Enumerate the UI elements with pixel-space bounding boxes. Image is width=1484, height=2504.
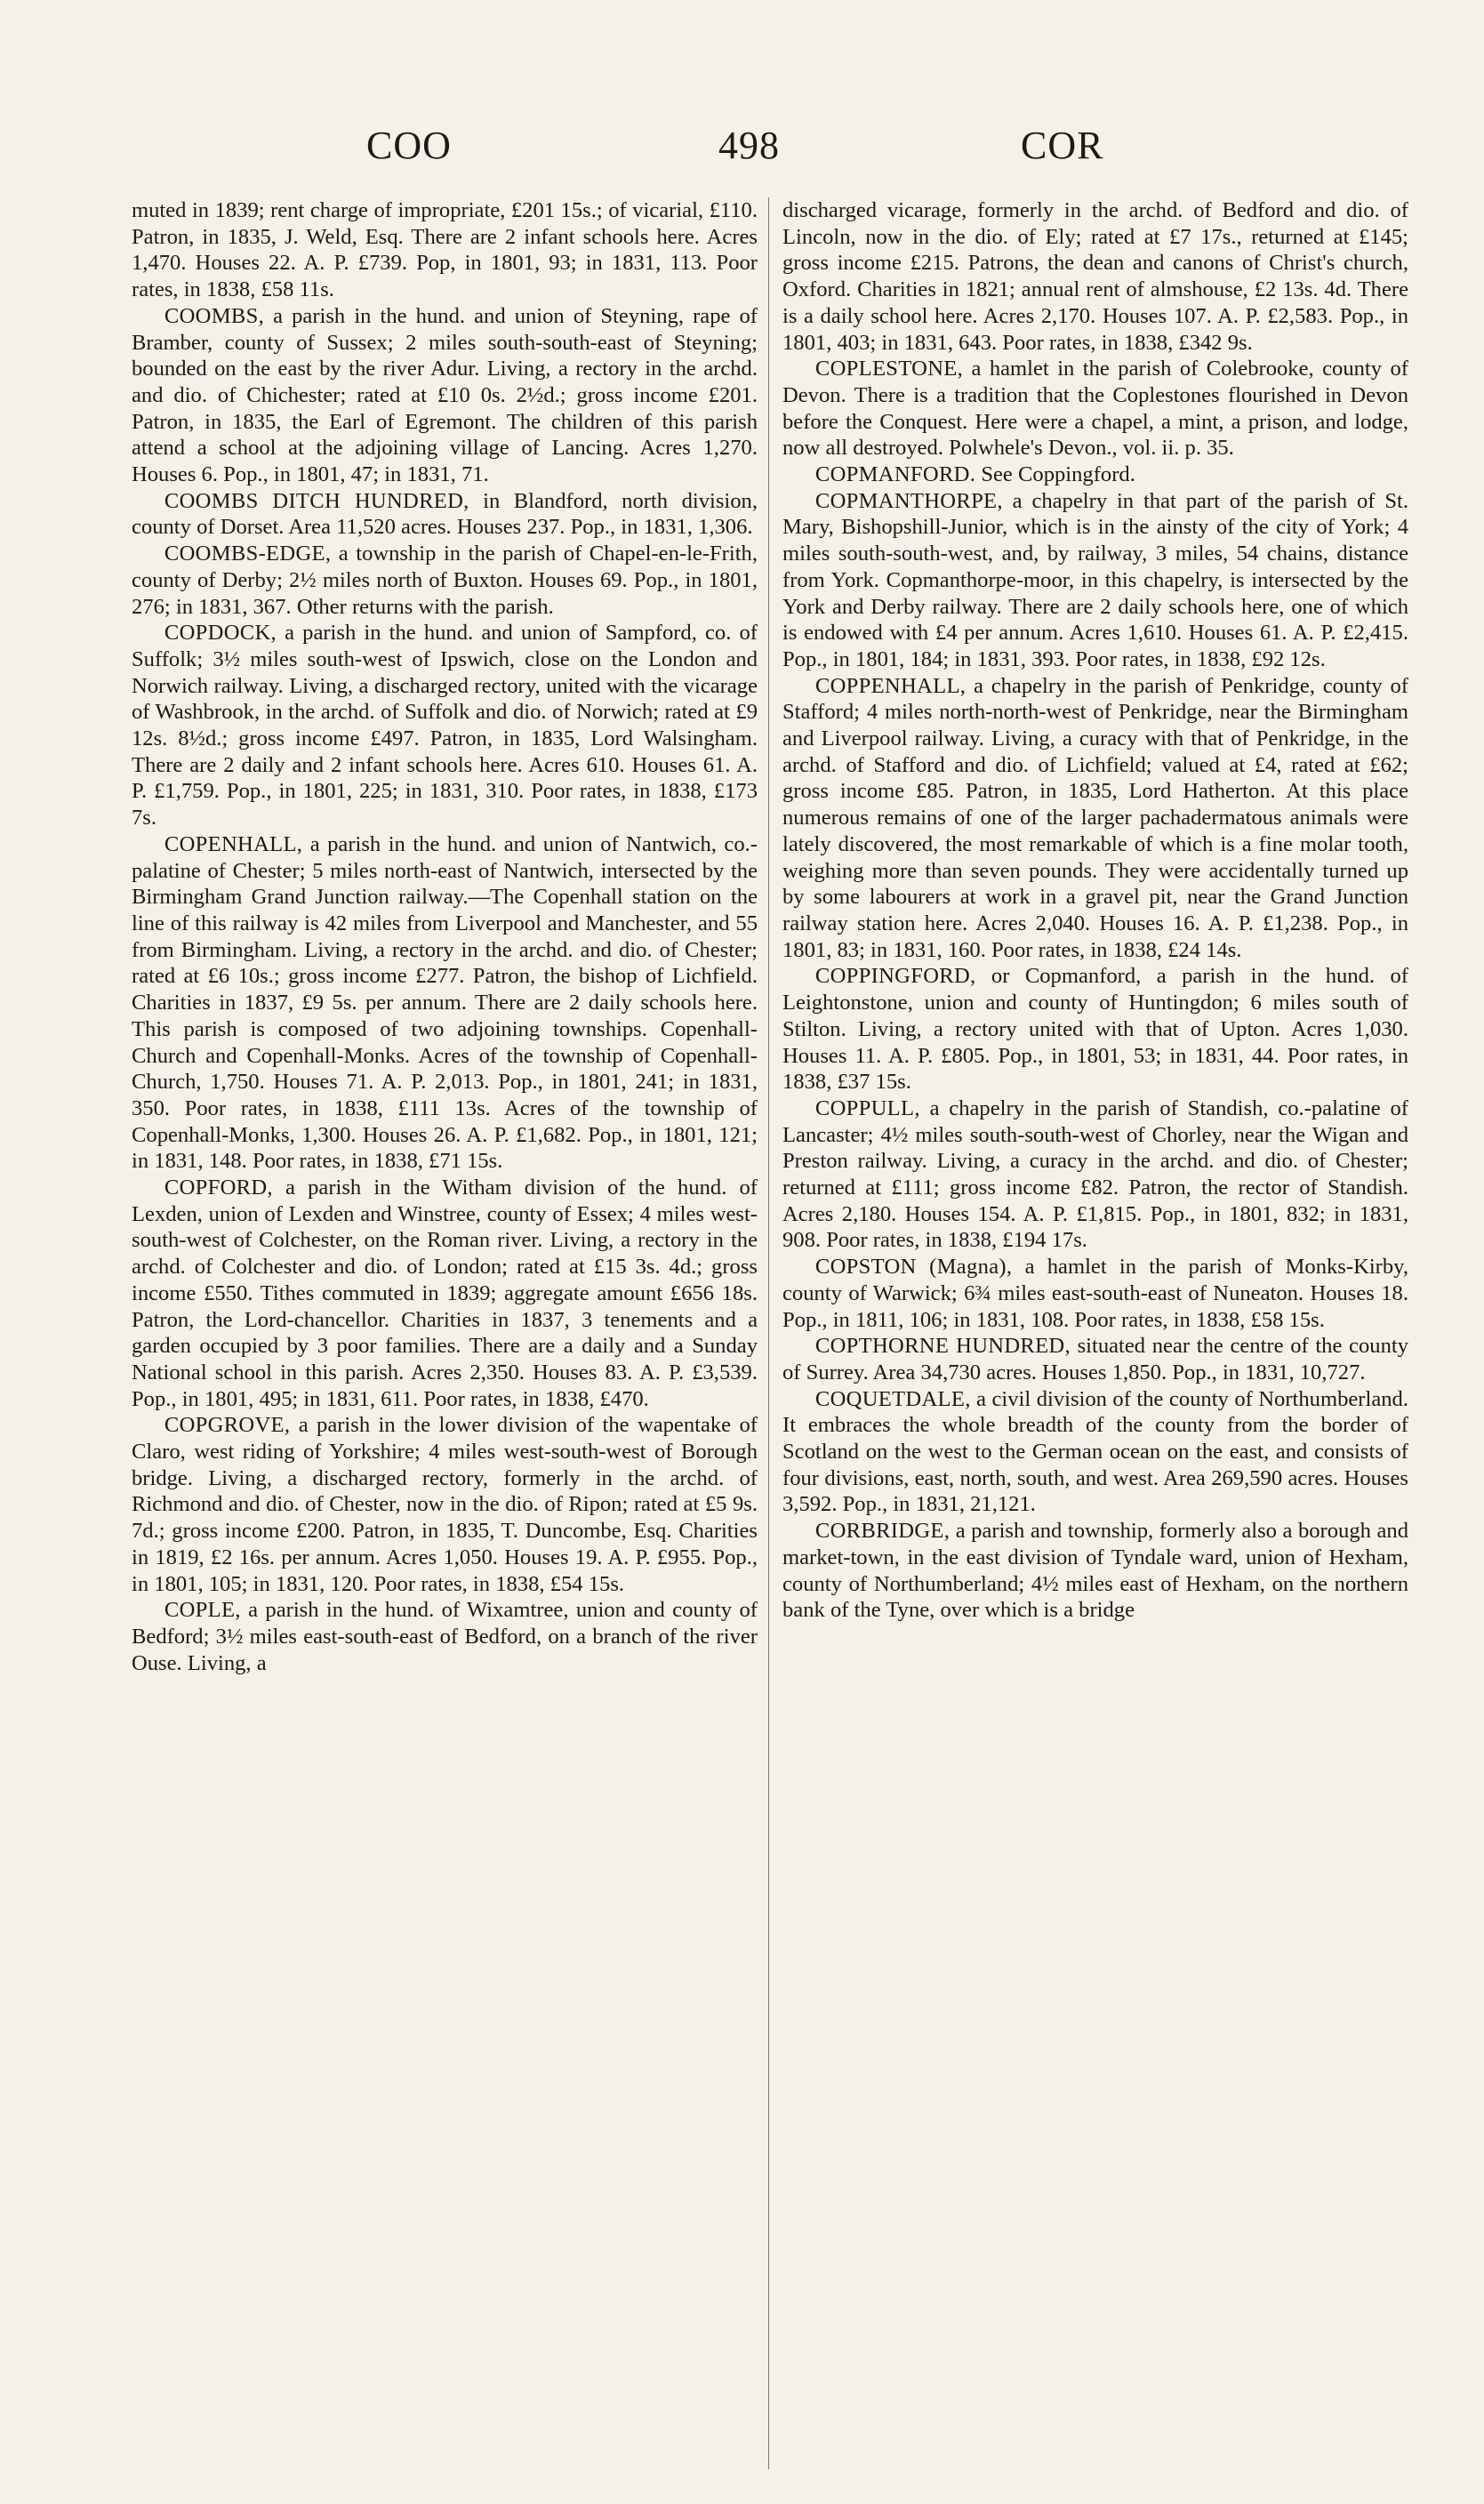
entry: COPMANTHORPE, a chapelry in that part of the parish of St. Mary, Bishopshill-Junior, which is in the ainsty of the city of York; 4 miles south-south-west, and, by railway, 3 miles, 54 chains, distance from York. Copmanthorpe-moor, in this chapelry, is intersected by the York and Derby railway. There are 2 daily schools here, one of which is endowed with £4 per annum. Acres 1,610. Houses 61. A. P. £2,415. Pop., in 1801, 184; in 1831, 393. Poor rates, in 1838, £92 12s. <box>782 488 1408 671</box>
entry: COPTHORNE HUNDRED, situated near the centre of the county of Surrey. Area 34,730 acres. Houses 1,850. Pop., in 1831, 10,727. <box>782 1334 1408 1384</box>
entry: CORBRIDGE, a parish and township, formerly also a borough and market-town, in the east division of Tyndale ward, union of Hexham, county of Northumberland; 4½ miles east of Hexham, on the northern bank of the Tyne, over which is a bridge <box>782 1519 1408 1623</box>
entry: COPPENHALL, a chapelry in the parish of Penkridge, county of Stafford; 4 miles north-north-west of Penkridge, near the Birmingham and Liverpool railway. Living, a curacy with that of Penkridge, in the archd. of Stafford and dio. of Lichfield; valued at £4, rated at £62; gross income £85. Patron, in 1835, Lord Hatherton. At this place numerous remains of one of the larger pachadermatous animals were lately discovered, the most remarkable of which is a fine molar tooth, weighing more than seven pounds. They were accidentally turned up by some labourers at work in a gravel pit, near the Grand Junction railway station here. Acres 2,040. Houses 16. A. P. £1,238. Pop., in 1801, 83; in 1831, 160. Poor rates, in 1838, £24 14s. <box>782 673 1408 962</box>
column-divider <box>768 197 769 2469</box>
entry: discharged vicarage, formerly in the archd. of Bedford and dio. of Lincoln, now in the dio. of Ely; rated at £7 17s., returned at £145; gross income £215. Patrons, the dean and canons of Christ's church, Oxford. Charities in 1821; annual rent of almshouse, £2 13s. 4d. There is a daily school here. Acres 2,170. Houses 107. A. P. £2,583. Pop., in 1801, 403; in 1831, 643. Poor rates, in 1838, £342 9s. <box>782 198 1408 355</box>
entry: COPLESTONE, a hamlet in the parish of Colebrooke, county of Devon. There is a tradition that the Coplestones flourished in Devon before the Conquest. Here were a chapel, a mint, a prison, and lodge, now all destroyed. Polwhele's Devon., vol. ii. p. 35. <box>782 357 1408 461</box>
entry: COPGROVE, a parish in the lower division of the wapentake of Claro, west riding of Yorkshire; 4 miles west-south-west of Borough bridge. Living, a discharged rectory, formerly in the archd. of Richmond and dio. of Chester, now in the dio. of Ripon; rated at £5 9s. 7d.; gross income £200. Patron, in 1835, T. Duncombe, Esq. Charities in 1819, £2 16s. per annum. Acres 1,050. Houses 19. A. P. £955. Pop., in 1801, 105; in 1831, 120. Poor rates, in 1838, £54 15s. <box>132 1413 758 1596</box>
entry: muted in 1839; rent charge of impropriate, £201 15s.; of vicarial, £110. Patron, in 1835, J. Weld, Esq. There are 2 infant schools here. Acres 1,470. Houses 22. A. P. £739. Pop, in 1801, 93; in 1831, 113. Poor rates, in 1838, £58 11s. <box>132 198 758 302</box>
header-left-guide-word: COO <box>366 124 452 167</box>
page-number: 498 <box>718 124 780 167</box>
running-header <box>0 123 1484 176</box>
entry: COPPULL, a chapelry in the parish of Standish, co.-palatine of Lancaster; 4½ miles south-south-west of Chorley, near the Wigan and Preston railway. Living, a curacy in the archd. and dio. of Chester; returned at £111; gross income £82. Patron, the rector of Standish. Acres 2,180. Houses 154. A. P. £1,815. Pop., in 1801, 832; in 1831, 908. Poor rates, in 1838, £194 17s. <box>782 1096 1408 1253</box>
entry: COQUETDALE, a civil division of the county of Northumberland. It embraces the whole breadth of the county from the border of Scotland on the west to the German ocean on the east, and consists of four divisions, east, north, south, and west. Area 269,590 acres. Houses 3,592. Pop., in 1831, 21,121. <box>782 1386 1408 1517</box>
entry: COPMANFORD. See Coppingford. <box>814 462 1135 487</box>
entry: COPPINGFORD, or Copmanford, a parish in the hund. of Leightonstone, union and county of Huntingdon; 6 miles south of Stilton. Living, a rectory united with that of Upton. Acres 1,030. Houses 11. A. P. £805. Pop., in 1801, 53; in 1831, 44. Poor rates, in 1838, £37 15s. <box>782 964 1408 1095</box>
entry: COOMBS-EDGE, a township in the parish of Chapel-en-le-Frith, county of Derby; 2½ miles north of Buxton. Houses 69. Pop., in 1801, 276; in 1831, 367. Other returns with the parish. <box>132 542 758 619</box>
entry: COPFORD, a parish in the Witham division of the hund. of Lexden, union of Lexden and Winstree, county of Essex; 4 miles west-south-west of Colchester, on the Roman river. Living, a rectory in the archd. of Colchester and dio. of London; rated at £15 3s. 4d.; gross income £550. Tithes commuted in 1839; aggregate amount £656 18s. Patron, the Lord-chancellor. Charities in 1837, 3 tenements and a garden occupied by 3 poor families. There are a daily and a Sunday National school in this parish. Acres 2,350. Houses 83. A. P. £3,539. Pop., in 1801, 495; in 1831, 611. Poor rates, in 1838, £470. <box>132 1176 758 1411</box>
left-column <box>132 197 758 1676</box>
entry: COPENHALL, a parish in the hund. and union of Nantwich, co.-palatine of Chester; 5 miles north-east of Nantwich, intersected by the Birmingham Grand Junction railway.—The Copenhall station on the line of this railway is 42 miles from Liverpool and Manchester, and 55 from Birmingham. Living, a rectory in the archd. and dio. of Chester; rated at £6 10s.; gross income £277. Patron, the bishop of Lichfield. Charities in 1837, £9 5s. per annum. There are 2 daily schools here. This parish is composed of two adjoining townships. Copenhall-Church and Copenhall-Monks. Acres of the township of Copenhall-Church, 1,750. Houses 71. A. P. 2,013. Pop., in 1801, 241; in 1831, 350. Poor rates, in 1838, £111 13s. Acres of the township of Copenhall-Monks, 1,300. Houses 26. A. P. £1,682. Pop., in 1801, 121; in 1831, 148. Poor rates, in 1838, £71 15s. <box>132 831 758 1174</box>
entry: COOMBS DITCH HUNDRED, in Blandford, north division, county of Dorset. Area 11,520 acres. Houses 237. Pop., in 1831, 1,306. <box>132 488 758 540</box>
entry: COPDOCK, a parish in the hund. and union of Sampford, co. of Suffolk; 3½ miles south-west of Ipswich, close on the London and Norwich railway. Living, a discharged rectory, united with the vicarage of Washbrook, in the archd. of Suffolk and dio. of Norwich; rated at £9 12s. 8½d.; gross income £497. Patron, in 1835, Lord Walsingham. There are 2 daily and 2 infant schools here. Acres 610. Houses 61. A. P. £1,759. Pop., in 1801, 225; in 1831, 310. Poor rates, in 1838, £173 7s. <box>132 621 758 831</box>
right-column <box>782 197 1408 1624</box>
entry: COOMBS, a parish in the hund. and union of Steyning, rape of Bramber, county of Sussex; 2 miles south-south-east of Steyning; bounded on the east by the river Adur. Living, a rectory in the archd. and dio. of Chichester; rated at £10 0s. 2½d.; gross income £201. Patron, in 1835, the Earl of Egremont. The children of this parish attend a school at the adjoining village of Lancing. Acres 1,270. Houses 6. Pop., in 1801, 47; in 1831, 71. <box>132 303 758 487</box>
entry: COPLE, a parish in the hund. of Wixamtree, union and county of Bedford; 3½ miles east-south-east of Bedford, on a branch of the river Ouse. Living, a <box>132 1598 758 1675</box>
header-right-guide-word: COR <box>1021 124 1104 167</box>
entry: COPSTON (Magna), a hamlet in the parish of Monks-Kirby, county of Warwick; 6¾ miles east-south-east of Nuneaton. Houses 18. Pop., in 1811, 106; in 1831, 108. Poor rates, in 1838, £58 15s. <box>782 1255 1408 1332</box>
